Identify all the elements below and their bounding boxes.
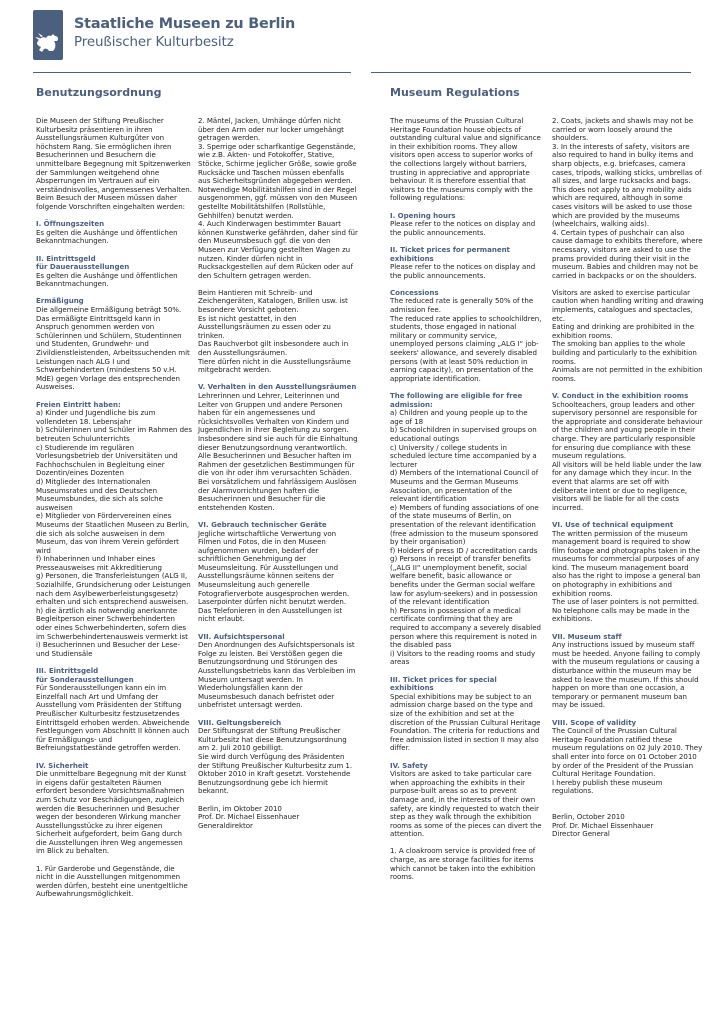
section-heading: The following are eligible for free admission: <box>390 391 523 409</box>
paragraph: Schoolteachers, group leaders and other supervisory personnel are responsible for the appropriate and considerate behaviour of the children and young people in their charge. They are particularly responsible for ensuring due compliance with these museum regulations. <box>552 399 703 461</box>
page-header <box>33 10 513 60</box>
spacer <box>552 796 704 805</box>
paragraph: Die unmittelbare Begegnung mit der Kunst in eigens dafür gestalteten Räumen erfordert besondere Vorsichtsmaßnahmen zum Schutz vor Beschädigungen, zugleich werden die Besucherinnen und Besucher wegen der besonderen Wirkung mancher Ausstellungsstücke zu ihrer eigenen Sicherheit aufgefordert, beim Gang durch die Ausstellungen ihren Weg angemessen im Blick zu behalten. <box>36 769 187 856</box>
paragraph: Es gelten die Aushänge und öffentlichen Bekanntmachungen. <box>36 227 178 246</box>
section-heading: VII. Aufsichtspersonal <box>198 631 285 641</box>
english-column-1 <box>390 117 542 882</box>
section-heading: VIII. Scope of validity <box>552 717 637 727</box>
section-heading: VI. Gebrauch technischer Geräte <box>198 519 327 529</box>
paragraph: a) Children and young people up to the age of 18 <box>390 408 528 426</box>
paragraph: Sie wird durch Verfügung des Präsidenten der Stiftung Preußischer Kulturbesitz zum 1. Oktober 2010 in Kraft gesetzt. Vorstehende Benutzungsordnung gebe ich hiermit bekannt. <box>198 751 353 796</box>
paragraph: Den Anordnungen des Aufsichtspersonals ist Folge zu leisten. Bei Verstößen gegen die Benutzungsordnung und Störungen des Ausstellungsbetriebs kann das Verbleiben im Museum untersagt werden. In Wiederholungsfällen kann der Museumsbesuch danach befristet oder unbefristet untersagt werden. <box>198 640 356 710</box>
paragraph: Das Rauchverbot gilt insbesondere auch in den Ausstellungsräumen. <box>198 339 349 358</box>
org-subtitle: Preußischer Kulturbesitz <box>74 35 234 50</box>
paragraph: 1. Für Garderobe und Gegenstände, die nicht in die Ausstellungen mitgenommen werden dürfen, besteht eine unentgeltliche Aufbewahrungsmöglichkeit. <box>36 863 188 899</box>
paragraph: Berlin, October 2010 <box>552 812 625 822</box>
eagle-icon <box>33 10 63 60</box>
divider-english <box>371 72 691 73</box>
section-heading: VI. Use of technical equipment <box>552 519 674 529</box>
paragraph: The written permission of the museum management board is required to show film footage and photographs taken in the museums for commercial purposes of any kind. The museum management board also has the right to impose a general ban on photography in exhibitions and exhibition rooms. <box>552 528 701 598</box>
paragraph: Visitors are asked to exercise particular caution when handling writing and drawing implements, catalogues and spectacles, etc. <box>552 287 704 323</box>
paragraph: h) die ärztlich als notwendig anerkannte Begleitperson einer Schwerbehinderten oder eines Schwerbehinderten, sofern dies im Schwerbehindertenausweis vermerkt ist <box>36 605 188 641</box>
section-heading: Ermäßigung <box>36 296 84 306</box>
section-heading: I. Öffnungszeiten <box>36 219 105 229</box>
paragraph: e) Members of funding associations of one of the state museums of Berlin, on presentation of the relevant identification (free admission to the museum sponsored by their organisation) <box>390 502 539 547</box>
org-name: Staatliche Museen zu Berlin <box>74 16 296 32</box>
paragraph: Visitors are asked to take particular care when approaching the exhibits in their purpose-built areas so as to prevent damage and, in the interests of their own safety, are kindly requested to watch their step as they walk through the exhibition rooms as some of the pieces can divert the attention. <box>390 769 542 839</box>
paragraph: g) Personen, die Transferleistungen (ALG II, Sozialhilfe, Grundsicherung oder Leistungen nach dem Asylbewerberleistungsgesetz) erhalten und sich entsprechend ausweisen. <box>36 571 191 607</box>
paragraph: Please refer to the notices on display and the public announcements. <box>390 262 536 280</box>
paragraph: a) Kinder und Jugendliche bis zum vollendeten 18. Lebensjahr <box>36 408 156 426</box>
section-heading: V. Verhalten in den Ausstellungsräumen <box>198 382 357 392</box>
paragraph: i) Besucherinnen und Besucher der Lese- und Studiensäle <box>36 640 180 658</box>
section-heading: VII. Museum staff <box>552 631 622 641</box>
section-heading: Freien Eintritt haben: <box>36 399 121 409</box>
section-heading: V. Conduct in the exhibition rooms <box>552 391 689 400</box>
paragraph: Beim Hantieren mit Schreib- und Zeichengeräten, Katalogen, Brillen usw. ist besondere Vorsicht geboten. <box>198 287 348 315</box>
section-heading: für Dauerausstellungen <box>36 262 130 272</box>
paragraph: 1. A cloakroom service is provided free of charge, as are storage facilities for items which cannot be taken into the exhibition rooms. <box>390 846 536 882</box>
paragraph: 4. Auch Kinderwagen bestimmter Bauart können Kunstwerke gefährden, daher sind für den Museumsbesuch ggf. die von den Museen zur Verfügung gestellten Wagen zu nutzen. Kinder dürfen nicht in Rucksackgestellen auf dem Rücken oder auf den Schultern getragen werden. <box>198 219 358 280</box>
section-heading: II. Eintrittsgeld <box>36 253 96 263</box>
paragraph: h) Persons in possession of a medical certificate confirming that they are required to accompany a severely disabled person where this requirement is noted in the disabled pass <box>390 605 541 650</box>
paragraph: Any instructions issued by museum staff must be heeded. Anyone failing to comply with the museum regulations or causing a disturbance within the museum may be asked to leave the museum. If this should happen on more than one occasion, a temporary or permanent museum ban may be issued. <box>552 640 701 710</box>
paragraph: 3. Sperrige oder scharfkantige Gegenstände, wie z.B. Akten- und Fotokoffer, Stative, Stöcke, Schirme jeglicher Größe, sowie große Rucksäcke und Taschen müssen ebenfalls aus Sicherheitsgründen abgegeben werden. Notwendige Mobilitätshilfen sind in der Regel ausgenommen, ggf. müssen von den Museen gestellte Mobilitätshilfen (Rollstühle, Gehhilfen) benutzt werden. <box>198 141 358 220</box>
paragraph: Animals are not permitted in the exhibition rooms. <box>552 365 703 383</box>
section-heading: VIII. Geltungsbereich <box>198 717 282 727</box>
section-heading: I. Opening hours <box>390 210 456 220</box>
paragraph: 3. In the interests of safety, visitors are also required to hand in bulky items and sharp objects, e.g. briefcases, camera cases, tripods, walking sticks, umbrellas of all sizes, and large rucksacks and bags. This does not apply to any mobility aids which are required, although in some cases visitors will be asked to use those which are provided by the museums (wheelchairs, walking aids). <box>552 141 702 229</box>
paragraph: The use of laser pointers is not permitted. No telephone calls may be made in the exhibitions. <box>552 597 699 624</box>
divider-german <box>33 72 351 73</box>
paragraph: c) Studierende im regulären Vorlesungsbetrieb der Universitäten und Fachhochschulen in Begleitung einer Dozentin/eines Dozenten <box>36 442 178 478</box>
paragraph: Jegliche wirtschaftliche Verwertung von Filmen und Fotos, die in den Museen aufgenommen wurden, bedarf der schriftlichen Genehmigung der Museumsleitung. Für Ausstellungen und Ausstellungsräume können seitens der Museumsleitung auch generelle Fotografierverbote ausgesprochen werden. <box>198 528 350 598</box>
section-heading: IV. Sicherheit <box>36 760 89 770</box>
paragraph: d) Mitglieder des Internationalen Museumsrates und des Deutschen Museumsbundes, die sich als solche ausweisen <box>36 476 163 512</box>
paragraph: f) Holders of press ID / accreditation cards <box>390 545 538 555</box>
paragraph: Die Museen der Stiftung Preußischer Kulturbesitz präsentieren in ihren Ausstellungsräumen Kulturgüter von höchstem Rang. Sie ermöglichen ihren Besucherinnen und Besuchern die unmittelbare Begegnung mit Spitzenwerken der Sammlungen weitgehend ohne Absperrungen im Vertrauen auf ein verständnisvolles, angemessenes Verhalten. Beim Besuch der Museen müssen daher folgende Vorschriften eingehalten werden: <box>36 116 192 211</box>
paragraph: 2. Coats, jackets and shawls may not be carried or worn loosely around the shoulders. <box>552 116 694 143</box>
paragraph: Generaldirektor <box>198 820 253 830</box>
paragraph: b) Schülerinnen und Schüler im Rahmen des betreuten Schulunterrichts <box>36 425 192 443</box>
paragraph: b) Schoolchildren in supervised groups on educational outings <box>390 425 537 443</box>
paragraph: Es gelten die Aushänge und öffentlichen Bekanntmachungen. <box>36 270 178 289</box>
paragraph: Alle Besucherinnen und Besucher haften im Rahmen der gesetzlichen Bestimmungen für die von ihr oder ihm verursachten Schäden. Bei vorsätzlichem und fahrlässigem Auslösen der Alarmvorrichtungen haften die Besucherinnen und Besucher für die entstehenden Kosten. <box>198 451 357 512</box>
english-column-2 <box>552 117 704 839</box>
paragraph: Director General <box>552 829 610 839</box>
paragraph: i) Visitors to the reading rooms and study areas <box>390 648 536 667</box>
section-heading: für Sonderausstellungen <box>36 674 134 684</box>
section-heading: Concessions <box>390 287 439 297</box>
paragraph: The Council of the Prussian Cultural Heritage Foundation ratified these museum regulations on 02 July 2010. They shall enter into force on 01 October 2010 by order of the President of the Prussian Cultural Heritage Foundation. <box>552 726 703 779</box>
paragraph: Laserpointer dürfen nicht benutzt werden. Das Telefonieren in den Ausstellungen ist nicht erlaubt. <box>198 597 347 624</box>
paragraph: g) Persons in receipt of transfer benefits („ALG II“ unemployment benefit, social welfare benefit, basic allowance or benefits under the German social welfare law for asylum-seekers) and in possession of the relevant identification <box>390 554 538 607</box>
paragraph: Prof. Dr. Michael Eissenhauer <box>198 812 300 822</box>
paragraph: Lehrerinnen und Lehrer, Leiterinnen und Leiter von Gruppen und andere Personen haben für ein angemessenes und rücksichtsvolles Verhalten von Kindern und Jugendlichen in ihrer Begleitung zu sorgen. Insbesondere sind sie auch für die Einhaltung dieser Benutzungsordnung verantwortlich. <box>198 391 358 452</box>
paragraph: f) Inhaberinnen und Inhaber eines Presseausweises mit Akkreditierung <box>36 554 162 572</box>
paragraph: Prof. Dr. Michael Eissenhauer <box>552 820 654 830</box>
paragraph: Eating and drinking are prohibited in the exhibition rooms. <box>552 322 695 340</box>
paragraph: Special exhibitions may be subject to an admission charge based on the type and size of the exhibition and set at the discretion of the Prussian Cultural Heritage Foundation. The criteria for reductions and free admission listed in section II may also differ. <box>390 691 541 753</box>
section-heading: III. Ticket prices for special exhibitions <box>390 674 497 693</box>
paragraph: e) Mitglieder von Fördervereinen eines Museums der Staatlichen Museen zu Berlin, die sich als solche ausweisen in dem Museum, das von ihrem Verein gefördert wird <box>36 511 190 555</box>
paragraph: 2. Mäntel, Jacken, Umhänge dürfen nicht über den Arm oder nur locker umgehängt getragen werden. <box>198 116 344 143</box>
paragraph: All visitors will be held liable under the law for any damage which they incur. In the event that alarms are set off with deliberate intent or due to negligence, visitors will be liable for all the costs incurred. <box>552 459 702 512</box>
paragraph: c) University / college students in scheduled lecture time accompanied by a lecturer <box>390 442 537 469</box>
paragraph: d) Members of the International Council of Museums and the German Museums Association, on presentation of the relevant identification <box>390 468 539 504</box>
paragraph: The reduced rate is generally 50% of the admission fee. <box>390 296 534 315</box>
paragraph: Tiere dürfen nicht in die Ausstellungsräume mitgebracht werden. <box>198 356 351 375</box>
english-title: Museum Regulations <box>390 86 520 99</box>
paragraph: Es ist nicht gestattet, in den Ausstellungsräumen zu essen oder zu trinken. <box>198 313 331 340</box>
german-title: Benutzungsordnung <box>36 86 162 99</box>
section-heading: II. Ticket prices for permanent exhibitions <box>390 244 510 263</box>
section-heading: IV. Safety <box>390 760 428 770</box>
paragraph: 4. Certain types of pushchair can also cause damage to exhibits therefore, where necessary, visitors are asked to use the prams provided during their visit in the museum. Babies and children may not be carried in backpacks or on the shoulders. <box>552 227 703 280</box>
paragraph: Für Sonderausstellungen kann ein im Einzelfall nach Art und Umfang der Ausstellung vom Präsidenten der Stiftung Preußischer Kulturbesitz festzusetzendes Eintrittsgeld erhoben werden. Abweichende Festlegungen vom Abschnitt II können auch für Ermäßigungs- und Befreiungstatbestände getroffen werden. <box>36 683 190 753</box>
paragraph: Berlin, im Oktober 2010 <box>198 803 282 813</box>
german-column-2 <box>198 117 358 830</box>
german-column-1 <box>36 117 192 899</box>
paragraph: The smoking ban applies to the whole building and particularly to the exhibition rooms. <box>552 339 697 366</box>
paragraph: The museums of the Prussian Cultural Heritage Foundation house objects of outstanding cultural value and significance in their exhibition rooms. They allow visitors open access to superior works of the collections largely without barriers, trusting in appreciative and appropriate behaviour. It is therefore essential that visitors to the museums comply with the following regulations: <box>390 116 541 203</box>
paragraph: The reduced rate applies to schoolchildren, students, those engaged in national military or community service, unemployed persons claiming „ALG I“ job-seekers' allowance, and severely disabled persons (with at least 50% reduction in earning capacity), on presentation of the appropriate identification. <box>390 313 542 383</box>
paragraph: Please refer to the notices on display and the public announcements. <box>390 219 536 237</box>
paragraph: Der Stiftungsrat der Stiftung Preußischer Kulturbesitz hat diese Benutzungsordnung am 2. Juli 2010 gebilligt. <box>198 726 347 753</box>
paragraph: Die allgemeine Ermäßigung beträgt 50%. Das ermäßigte Eintrittsgeld kann in Anspruch genommen werden von Schülerinnen und Schülern, Studentinnen und Studenten, Grundwehr- und Zivildienstleistenden, Arbeitssuchenden mit Leistungen nach ALG I und Schwerbehinderten (mindestens 50 v.H. MdE) gegen Vorlage des entsprechenden Ausweises. <box>36 305 190 392</box>
paragraph: I hereby publish these museum regulations. <box>552 777 663 796</box>
section-heading: III. Eintrittsgeld <box>36 666 99 675</box>
